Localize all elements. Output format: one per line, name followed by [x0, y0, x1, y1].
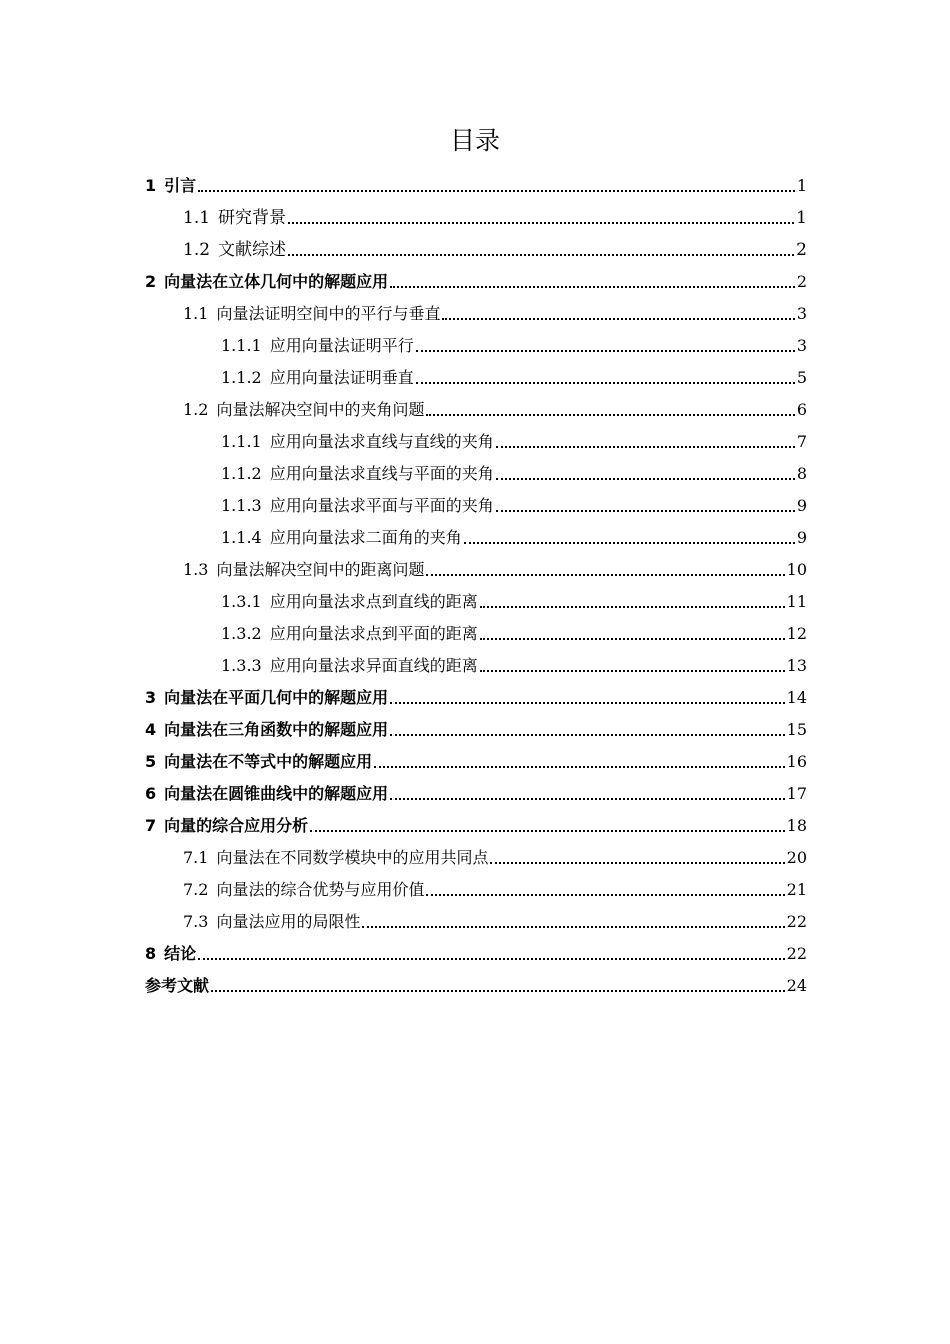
toc-entry-text: 向量法在不等式中的解题应用 — [164, 752, 373, 771]
toc-dot-leader — [426, 574, 784, 576]
toc-page-number: 10 — [786, 560, 807, 579]
toc-page-number: 21 — [786, 880, 807, 899]
toc-page-number: 2 — [796, 240, 807, 260]
toc-entry[interactable] — [145, 584, 807, 616]
toc-entry-label — [145, 687, 388, 712]
toc-entry-label — [221, 335, 414, 360]
toc-entry[interactable] — [145, 616, 807, 648]
toc-entry-number: 1.3.2 — [221, 624, 262, 643]
toc-entry-label — [221, 367, 414, 392]
toc-entry-text: 应用向量法求二面角的夹角 — [269, 528, 462, 547]
toc-page-number: 6 — [796, 400, 807, 419]
toc-entry[interactable] — [145, 456, 807, 488]
toc-page-number: 18 — [786, 816, 807, 835]
toc-entry[interactable] — [145, 168, 807, 200]
toc-dot-leader — [416, 382, 795, 384]
toc-entry[interactable] — [145, 744, 807, 776]
toc-entry-text: 向量法在圆锥曲线中的解题应用 — [164, 784, 389, 803]
toc-entry-text: 向量法在三角函数中的解题应用 — [164, 720, 389, 739]
toc-page-number: 2 — [796, 272, 807, 291]
toc-entry[interactable] — [145, 296, 807, 328]
toc-dot-leader — [390, 734, 784, 736]
toc-entry-number: 1.3.3 — [221, 656, 262, 675]
toc-entry-label — [145, 271, 388, 296]
toc-dot-leader — [416, 350, 795, 352]
toc-entry-label — [183, 399, 424, 424]
toc-entry-label — [183, 879, 424, 904]
toc-entry[interactable] — [145, 936, 807, 968]
toc-entry-label — [145, 751, 372, 776]
toc-page-number: 8 — [796, 464, 807, 483]
toc-entry-text: 向量法解决空间中的距离问题 — [216, 560, 425, 579]
toc-page-number: 9 — [796, 528, 807, 547]
toc-entry-label — [145, 719, 388, 744]
toc-entry-number: 1.1.2 — [221, 464, 262, 483]
toc-dot-leader — [390, 286, 795, 288]
toc-list — [145, 168, 807, 1000]
toc-entry[interactable] — [145, 200, 807, 232]
toc-entry[interactable] — [145, 232, 807, 264]
toc-entry-label — [183, 239, 286, 264]
toc-entry-number: 2 — [145, 272, 157, 291]
toc-dot-leader — [211, 990, 785, 992]
toc-entry-number: 1 — [145, 176, 157, 195]
toc-entry-number: 1.1 — [183, 304, 209, 323]
toc-dot-leader — [288, 254, 794, 256]
toc-entry-number: 1.1.2 — [221, 368, 262, 387]
toc-entry[interactable] — [145, 360, 807, 392]
toc-entry-text: 向量法的综合优势与应用价值 — [216, 880, 425, 899]
toc-entry-number: 1.1.1 — [221, 432, 262, 451]
toc-entry-label — [145, 815, 308, 840]
toc-page-number: 5 — [796, 368, 807, 387]
toc-entry-number: 6 — [145, 784, 157, 803]
toc-entry-label — [221, 463, 494, 488]
toc-entry[interactable] — [145, 872, 807, 904]
toc-entry[interactable] — [145, 488, 807, 520]
toc-entry-text: 向量法解决空间中的夹角问题 — [216, 400, 425, 419]
toc-entry-text: 应用向量法求点到平面的距离 — [269, 624, 478, 643]
toc-entry-label — [221, 655, 478, 680]
toc-entry-label — [145, 943, 196, 968]
toc-dot-leader — [426, 894, 784, 896]
toc-entry-number: 1.1.1 — [221, 336, 262, 355]
toc-entry-label — [221, 591, 478, 616]
toc-entry-label — [183, 847, 488, 872]
toc-entry[interactable] — [145, 712, 807, 744]
toc-page-number: 22 — [786, 912, 807, 931]
toc-page-number: 1 — [796, 208, 807, 228]
toc-entry[interactable] — [145, 648, 807, 680]
toc-entry-number: 7.3 — [183, 912, 209, 931]
toc-dot-leader — [480, 670, 785, 672]
toc-page-number: 17 — [786, 784, 807, 803]
toc-entry-label — [145, 975, 209, 1000]
toc-page-number: 7 — [796, 432, 807, 451]
toc-entry-text: 向量法在不同数学模块中的应用共同点 — [216, 848, 489, 867]
toc-dot-leader — [480, 638, 785, 640]
toc-dot-leader — [480, 606, 785, 608]
toc-entry-text: 参考文献 — [145, 976, 210, 995]
toc-entry-text: 结论 — [164, 944, 197, 963]
toc-entry-label — [145, 175, 196, 200]
toc-entry-number: 3 — [145, 688, 157, 707]
toc-entry-text: 向量的综合应用分析 — [164, 816, 309, 835]
toc-entry-text: 应用向量法求平面与平面的夹角 — [269, 496, 494, 515]
toc-dot-leader — [496, 510, 795, 512]
toc-entry-number: 1.3 — [183, 560, 209, 579]
toc-entry-label — [221, 495, 494, 520]
toc-entry[interactable] — [145, 264, 807, 296]
toc-entry[interactable] — [145, 776, 807, 808]
toc-entry[interactable] — [145, 808, 807, 840]
toc-entry-number: 7.2 — [183, 880, 209, 899]
toc-page-number: 24 — [786, 976, 807, 995]
toc-entry-text: 应用向量法证明垂直 — [269, 368, 414, 387]
toc-entry-number: 7 — [145, 816, 157, 835]
toc-entry[interactable] — [145, 392, 807, 424]
toc-dot-leader — [310, 830, 784, 832]
toc-entry-text: 研究背景 — [218, 208, 287, 228]
toc-entry-number: 5 — [145, 752, 157, 771]
toc-entry-label — [183, 911, 360, 936]
toc-entry-number: 1.1.4 — [221, 528, 262, 547]
toc-dot-leader — [374, 766, 784, 768]
toc-entry-text: 向量法证明空间中的平行与垂直 — [216, 304, 441, 323]
toc-page-number: 12 — [786, 624, 807, 643]
toc-entry-label — [221, 431, 494, 456]
toc-dot-leader — [426, 414, 794, 416]
toc-entry-number: 1.1 — [183, 208, 211, 228]
toc-dot-leader — [390, 702, 784, 704]
toc-dot-leader — [490, 862, 784, 864]
toc-dot-leader — [288, 222, 794, 224]
toc-entry-text: 引言 — [164, 176, 197, 195]
toc-dot-leader — [464, 542, 795, 544]
toc-entry-label — [183, 207, 286, 232]
toc-entry-text: 向量法应用的局限性 — [216, 912, 361, 931]
toc-dot-leader — [198, 190, 795, 192]
toc-entry-number: 1.1.3 — [221, 496, 262, 515]
toc-page-number: 15 — [786, 720, 807, 739]
toc-page-number: 3 — [796, 336, 807, 355]
toc-dot-leader — [496, 446, 795, 448]
toc-page-number: 14 — [786, 688, 807, 707]
toc-entry-number: 8 — [145, 944, 157, 963]
toc-entry[interactable] — [145, 680, 807, 712]
toc-page-number: 11 — [786, 592, 807, 611]
toc-entry-number: 4 — [145, 720, 157, 739]
toc-entry-label — [145, 783, 388, 808]
toc-page-number: 22 — [786, 944, 807, 963]
toc-entry-text: 向量法在平面几何中的解题应用 — [164, 688, 389, 707]
toc-dot-leader — [496, 478, 795, 480]
toc-page-number: 3 — [796, 304, 807, 323]
toc-page-number: 20 — [786, 848, 807, 867]
toc-dot-leader — [362, 926, 784, 928]
toc-page-number: 9 — [796, 496, 807, 515]
toc-entry-number: 1.2 — [183, 240, 211, 260]
toc-entry-label — [221, 527, 462, 552]
toc-entry-text: 应用向量法求异面直线的距离 — [269, 656, 478, 675]
toc-entry[interactable] — [145, 840, 807, 872]
toc-entry[interactable] — [145, 904, 807, 936]
toc-entry-text: 文献综述 — [218, 240, 287, 260]
toc-entry-label — [221, 623, 478, 648]
toc-entry[interactable] — [145, 552, 807, 584]
toc-entry[interactable] — [145, 968, 807, 1000]
toc-entry-text: 应用向量法求直线与平面的夹角 — [269, 464, 494, 483]
toc-entry[interactable] — [145, 520, 807, 552]
toc-page-number: 16 — [786, 752, 807, 771]
toc-entry-number: 7.1 — [183, 848, 209, 867]
toc-title: 目录 — [449, 126, 500, 155]
toc-entry-text: 向量法在立体几何中的解题应用 — [164, 272, 389, 291]
toc-entry-text: 应用向量法求直线与直线的夹角 — [269, 432, 494, 451]
toc-entry-text: 应用向量法求点到直线的距离 — [269, 592, 478, 611]
toc-dot-leader — [390, 798, 784, 800]
toc-entry[interactable] — [145, 328, 807, 360]
toc-entry[interactable] — [145, 424, 807, 456]
toc-dot-leader — [442, 318, 794, 320]
toc-entry-label — [183, 303, 440, 328]
toc-entry-text: 应用向量法证明平行 — [269, 336, 414, 355]
toc-entry-number: 1.2 — [183, 400, 209, 419]
toc-page-number: 13 — [786, 656, 807, 675]
toc-dot-leader — [198, 958, 784, 960]
toc-entry-label — [183, 559, 424, 584]
toc-entry-number: 1.3.1 — [221, 592, 262, 611]
toc-page-number: 1 — [796, 176, 807, 195]
